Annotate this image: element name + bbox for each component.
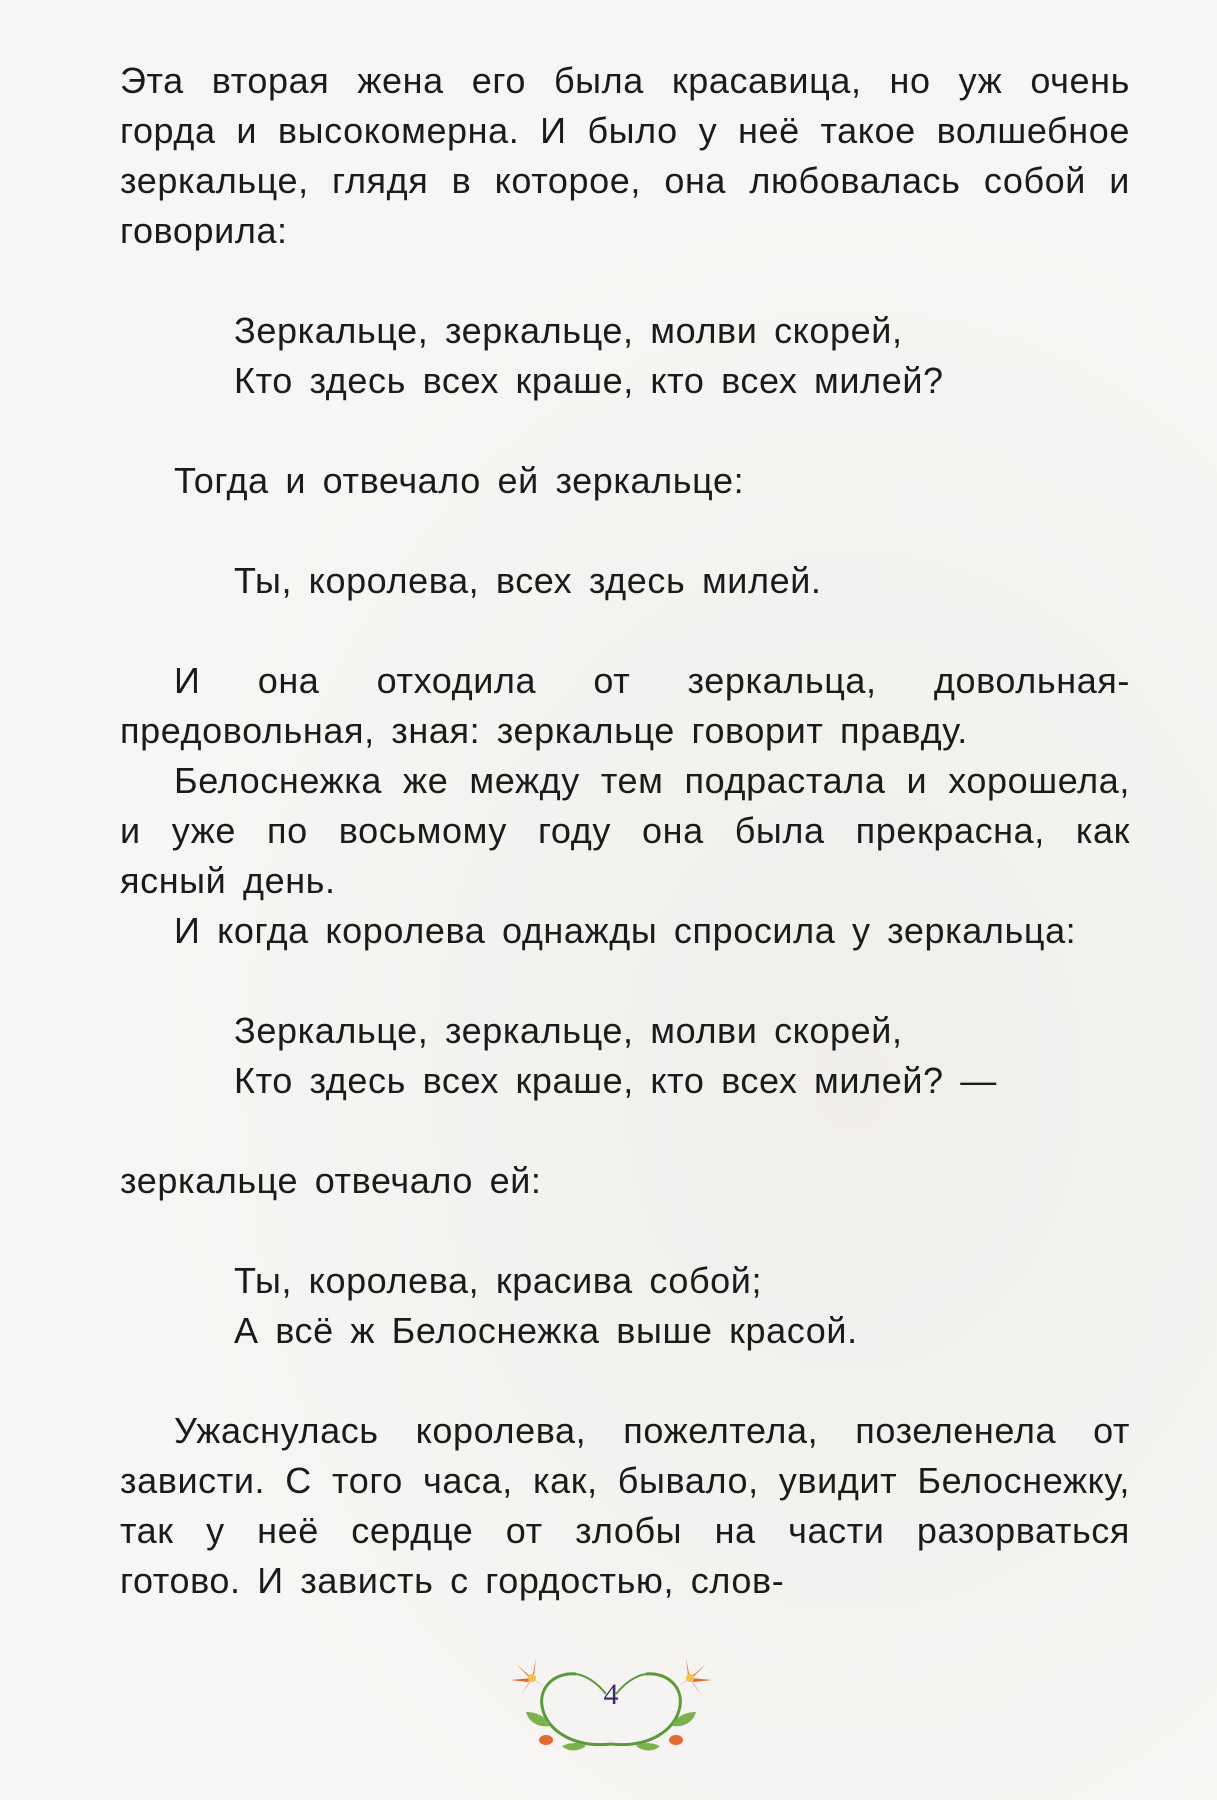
verse-line: Ты, королева, красива собой; [234, 1260, 763, 1301]
page-number: 4 [603, 1678, 619, 1711]
verse-line: Зеркальце, зеркальце, молви скорей, [234, 310, 903, 351]
paragraph-2: Тогда и отвечало ей зеркальце: [174, 460, 745, 501]
page-text [120, 56, 1130, 1606]
paragraph-3: И она отходила от зеркальца, довольная-предовольная, зная: зеркальце говорит правду. [120, 660, 1130, 751]
paragraph-1: Эта вторая жена его была красавица, но уж очень горда и высокомерна. И было у неё такое волшебное зеркальце, глядя в которое, она любовалась собой и говорила: [120, 60, 1130, 251]
verse-3 [234, 1006, 1130, 1106]
verse-4 [234, 1256, 1130, 1356]
verse-line: А всё ж Белоснежка выше красой. [234, 1310, 858, 1351]
verse-line: Зеркальце, зеркальце, молви скорей, [234, 1010, 903, 1051]
paragraph-5: И когда королева однажды спросила у зеркальца: [174, 910, 1077, 951]
paragraph-7: Ужаснулась королева, пожелтела, позеленела от зависти. С того часа, как, бывало, увидит Белоснежку, так у неё сердце от злобы на части разорваться готово. И зависть с гордостью, слов- [120, 1410, 1130, 1601]
paragraph-6: зеркальце отвечало ей: [120, 1160, 542, 1201]
page-number-ornament [506, 1648, 716, 1758]
paragraph-4: Белоснежка же между тем подрастала и хорошела, и уже по восьмому году она была прекрасна, как ясный день. [120, 760, 1130, 901]
verse-line: Кто здесь всех краше, кто всех милей? — [234, 1060, 997, 1101]
verse-1 [234, 306, 1130, 406]
verse-line: Ты, королева, всех здесь милей. [234, 560, 822, 601]
verse-line: Кто здесь всех краше, кто всех милей? [234, 360, 944, 401]
verse-2 [234, 556, 1130, 606]
